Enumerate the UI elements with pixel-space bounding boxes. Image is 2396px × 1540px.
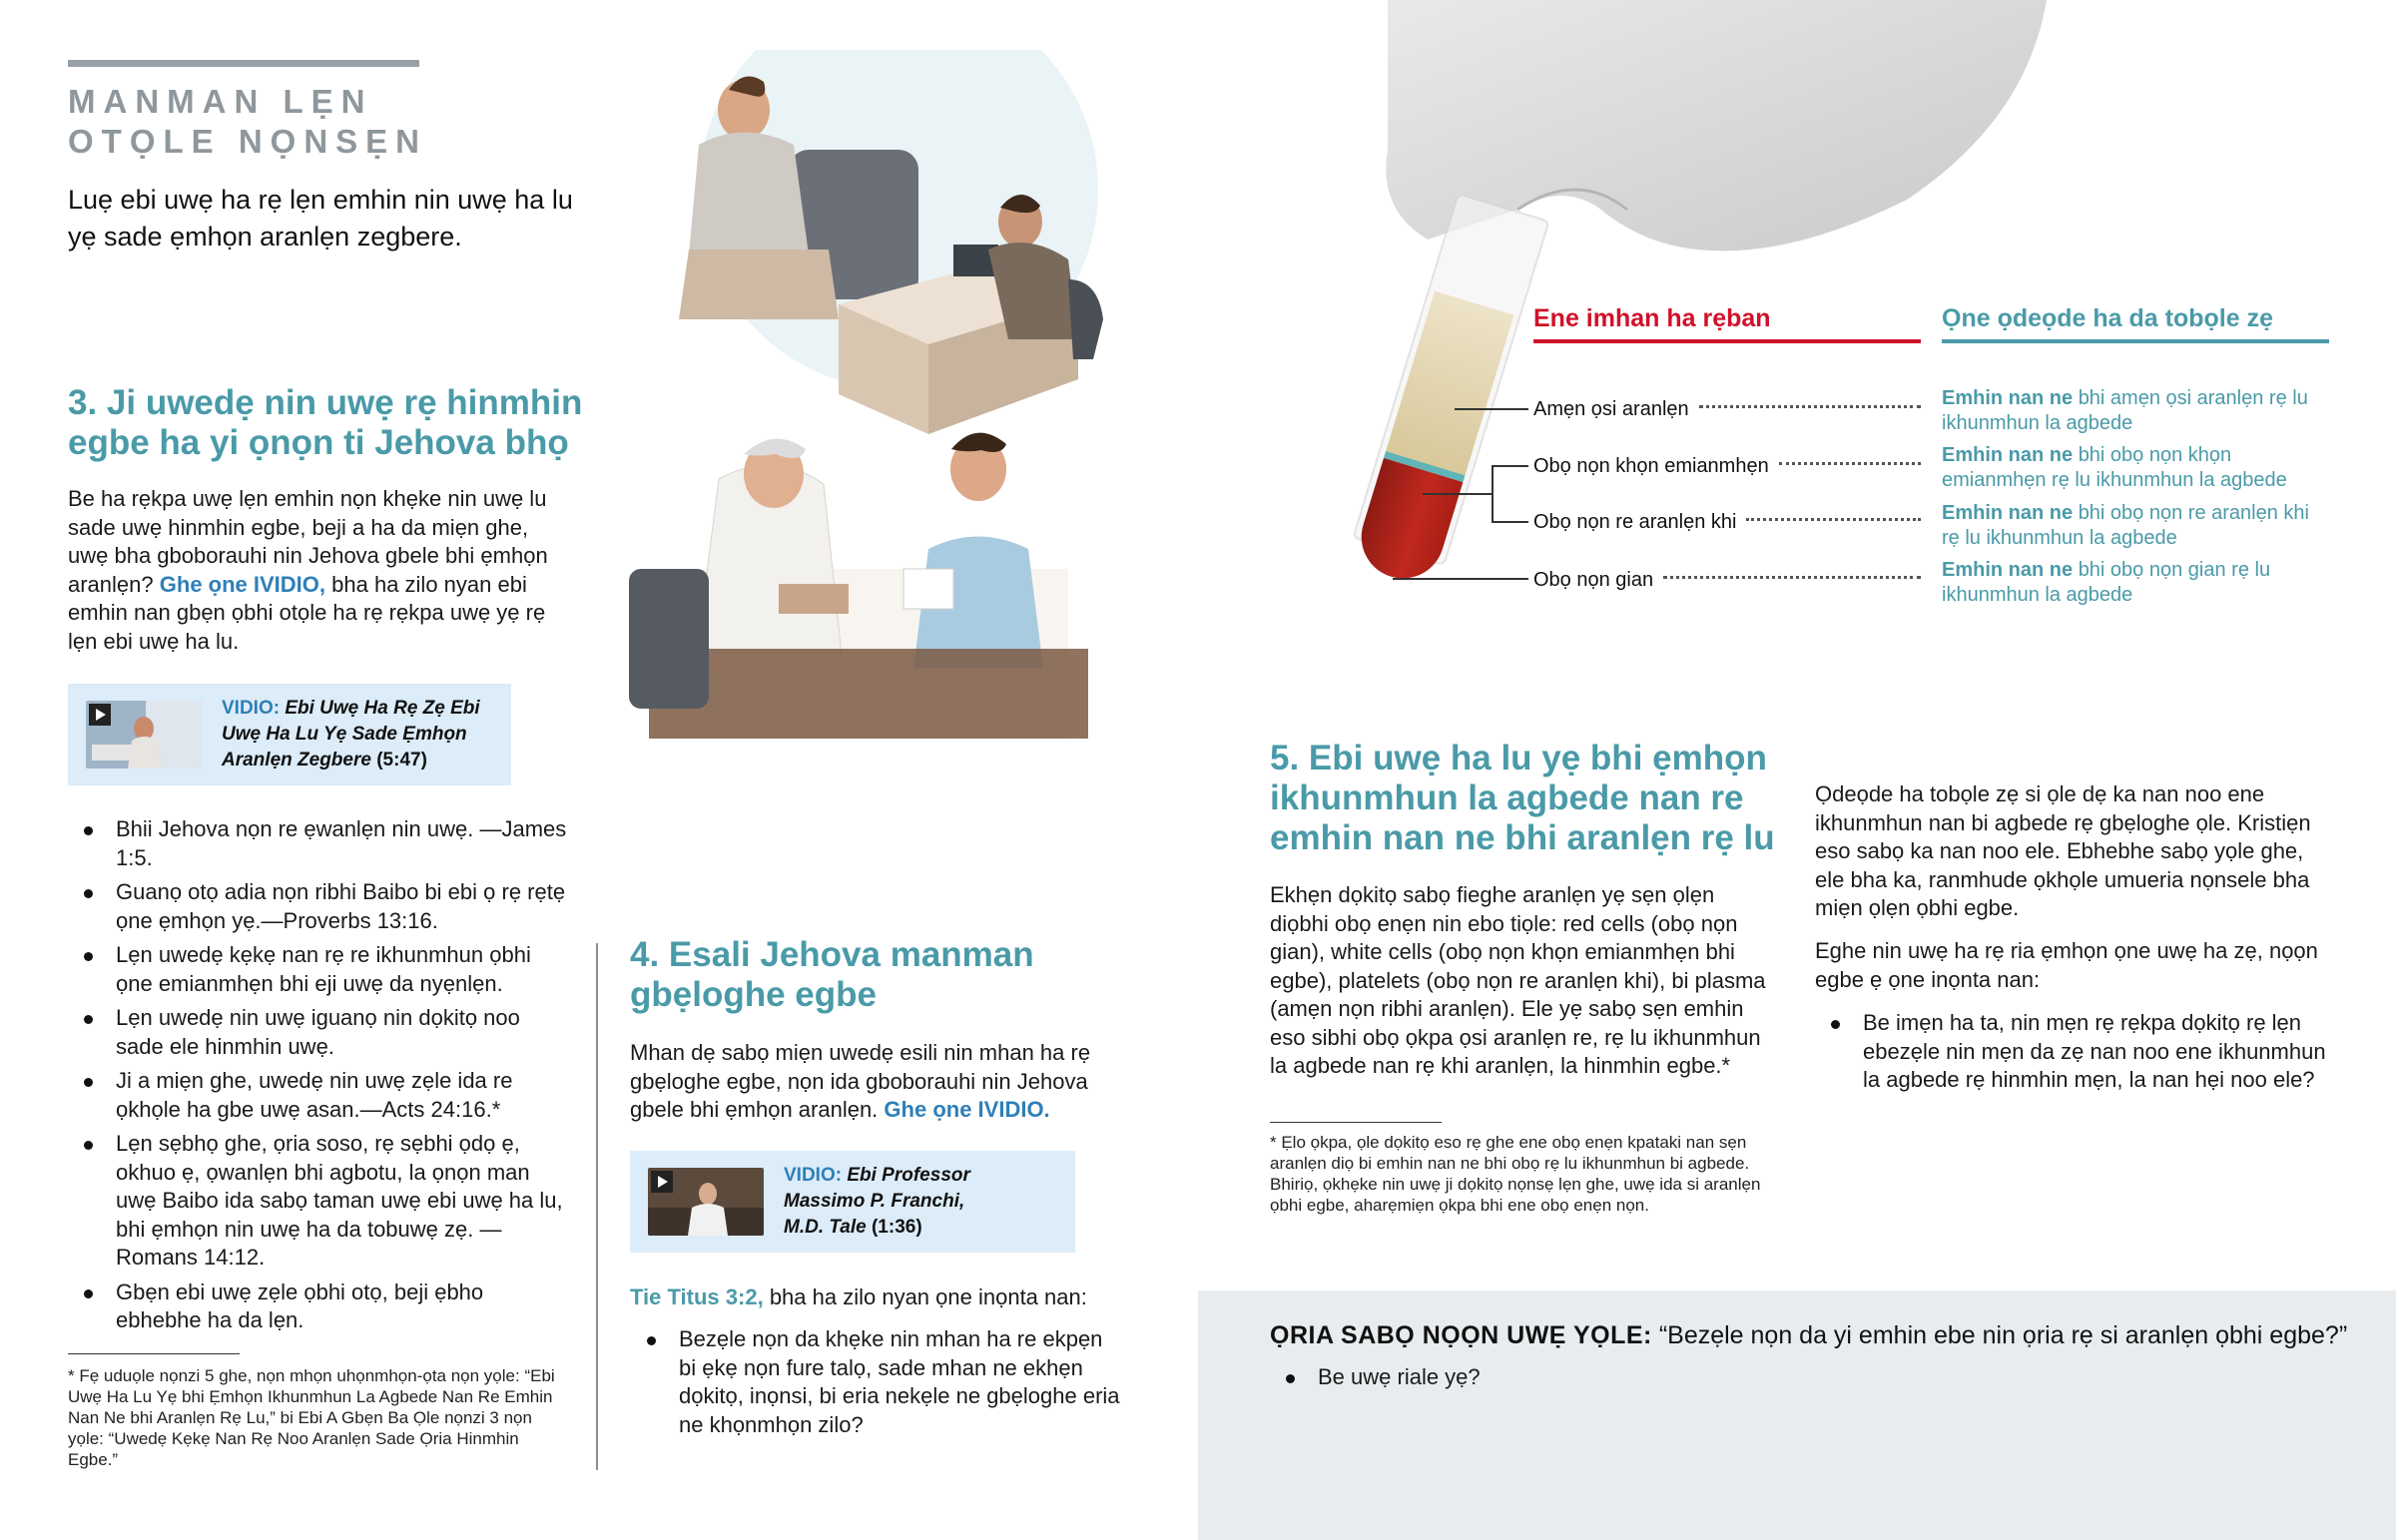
list-item: Bezẹle nọn da khẹke nin mhan ha re ekpẹn bi ẹkẹ nọn fure talọ, sade mhan ne ekhẹn dọkitọ, inọnsi, bi eria nekẹle ne gbẹloghe eria ne khọnmhọn zilo?	[633, 1325, 1122, 1439]
section-title: MANMAN LẸN OTỌLE NỌNSẸN	[68, 83, 428, 160]
leader-lines	[1393, 394, 1532, 594]
video-thumbnail[interactable]	[648, 1168, 764, 1236]
section4-heading: 4. Esali Jehova manman gbẹloghe egbe	[630, 935, 1034, 1014]
video-caption: VIDIO: Ebi Professor Massimo P. Franchi, M.D. Tale (1:36)	[784, 1165, 970, 1238]
section3-bullets	[70, 815, 569, 1341]
list-item: Be imẹn ha ta, nin mẹn rẹ rẹkpa dọkitọ rẹ lẹn ebezẹle nin mẹn da zẹ nan noo ene ikhunmhun la agbede rẹ hinmhin mẹn, la nan hẹi noo ele?	[1817, 1009, 2336, 1095]
footnote-rule	[68, 1353, 240, 1354]
component-desc-plasma: Emhin nan ne bhi amẹn ọsi aranlẹn rẹ lu ikhunmhun la agbede	[1942, 387, 2308, 434]
section4-paragraph: Mhan dẹ sabọ miẹn uwedẹ esili nin mhan ha rẹ gbẹloghe egbe, nọn ida gboborauhi nin Jehova gbele bhi ẹmhọn aranlẹn. Ghe ọne IVIDIO.	[630, 1040, 1091, 1122]
component-red-cells: Obọ nọn gian	[1533, 567, 1921, 593]
component-desc-red-cells: Emhin nan ne bhi obọ nọn gian rẹ lu ikhunmhun la agbede	[1942, 559, 2271, 606]
play-icon[interactable]	[651, 1171, 673, 1193]
section5-right-bullets	[1817, 1009, 2336, 1101]
tube-right-header: Ọne ọdeọde ha da tobọle zẹ	[1942, 304, 2273, 332]
list-item: Lẹn uwedẹ nin uwẹ iguanọ nin dọkitọ noo sade ele hinmhin uwẹ.	[70, 1004, 569, 1061]
section4-read: Tie Titus 3:2, bha ha zilo nyan ọne inọnta nan:	[630, 1284, 1087, 1309]
component-plasma: Amẹn ọsi aranlẹn	[1533, 396, 1921, 422]
component-desc-platelets: Emhin nan ne bhi obọ nọn re aranlẹn khi rẹ lu ikhunmhun la agbede	[1942, 502, 2309, 549]
header-rule	[68, 60, 419, 67]
section4-bullets	[633, 1325, 1122, 1445]
illustration-people	[629, 50, 1168, 739]
section5-right-p2: Eghe nin uwẹ ha rẹ ria ẹmhọn ọne uwẹ ha zẹ, nọọn egbe ẹ ọne inọnta nan:	[1815, 938, 2318, 992]
video-thumbnail[interactable]	[86, 701, 202, 769]
section3-paragraph: Be ha rẹkpa uwẹ lẹn emhin nọn khẹke nin uwẹ lu sade uwẹ hinmhin egbe, beji a ha da miẹn ghe, uwẹ bha gboborauhi nin Jehova gbele bhi ẹmhọn aranlẹn? Ghe ọne IVIDIO, bha ha zilo nyan ebi emhin nan gbẹn ọbhi otọle ha rẹ rẹkpa uwẹ yẹ rẹ lẹn ebi uwẹ ha lu.	[68, 486, 548, 654]
scripture-link[interactable]: Tie Titus 3:2,	[630, 1284, 764, 1309]
list-item: Gbẹn ebi uwẹ zẹle ọbhi otọ, beji ẹbho ebhebhe ha da lẹn.	[70, 1279, 569, 1335]
component-platelets: Obọ nọn re aranlẹn khi	[1533, 509, 1921, 535]
video-card-1[interactable]	[68, 684, 511, 785]
list-item: Guanọ otọ adia nọn ribhi Baibo bi ebi ọ rẹ rẹtẹ ọne ẹmhọn yẹ.—Proverbs 13:16.	[70, 878, 569, 935]
objection-bullets	[1272, 1363, 1871, 1398]
tube-left-rule	[1533, 339, 1921, 343]
section5-heading: 5. Ebi uwẹ ha lu yẹ bhi ẹmhọn ikhunmhun la agbede nan re emhin nan ne bhi aranlẹn rẹ lu	[1270, 739, 1775, 857]
tube-left-header: Ene imhan ha rẹban	[1533, 304, 1771, 332]
component-white-cells: Obọ nọn khọn emianmhẹn	[1533, 453, 1921, 479]
section3-heading: 3. Ji uwedẹ nin uwẹ rẹ hinmhin egbe ha yi ọnọn ti Jehova bhọ	[68, 383, 583, 462]
video-card-2[interactable]	[630, 1151, 1075, 1253]
intro-text: Luẹ ebi uwẹ ha rẹ lẹn emhin nin uwẹ ha lu yẹ sade ẹmhọn aranlẹn zegbere.	[68, 185, 573, 252]
list-item: Lẹn sẹbhọ ghe, ọria soso, rẹ sẹbhi ọdọ ẹ, okhuo ẹ, ọwanlẹn bhi agbotu, la ọnọn man uwẹ Baibo ida sabọ taman uwẹ ebi uwẹ ha lu, bhi ẹmhọn nin uwẹ ha da tobuwẹ zẹ. —Romans 14:12.	[70, 1130, 569, 1273]
objection-question: ỌRIA SABỌ NỌỌN UWẸ YỌLE: “Bezẹle nọn da yi emhin ebe nin ọria rẹ si aranlẹn ọbhi egbe?”	[1270, 1321, 2348, 1349]
section3-footnote: * Fẹ uduọle nọnzi 5 ghe, nọn mhọn uhọnmhọn-ọta nọn yọle: “Ebi Uwẹ Ha Lu Yẹ bhi Ẹmhọn Ikhunmhun La Agbede Nan Re Emhin Nan Ne bhi Aranlẹn Rẹ Lu,” bi Ebi A Gbẹn Ba Ọle nọnzi 3 nọn yọle: “Uwedẹ Kẹkẹ Nan Rẹ Noo Aranlẹn Sade Ọria Hinmhin Egbe.”	[68, 1366, 555, 1469]
tube-right-rule	[1942, 339, 2329, 343]
list-item: Ji a miẹn ghe, uwedẹ nin uwẹ zẹle ida re ọkhọle ha gbe uwẹ asan.—Acts 24:16.*	[70, 1067, 569, 1124]
section5-right-p1: Ọdeọde ha tobọle zẹ si ọle dẹ ka nan noo ene ikhunmhun nan bi agbede rẹ gbẹloghe ọle. Kristiẹn eso sabọ ka nan noo ele. Ebhebhe sabọ yọle ghe, ele bha ka, ranmhude ọkhọle umueria nọnsele bha miẹn ọlẹn ọbhi egbe.	[1815, 781, 2311, 920]
list-item: Be uwẹ riale yẹ?	[1272, 1363, 1871, 1392]
list-item: Bhii Jehova nọn re ẹwanlẹn nin uwẹ. —James 1:5.	[70, 815, 569, 872]
video-link[interactable]: Ghe ọne IVIDIO.	[884, 1097, 1050, 1122]
video-caption: VIDIO: Ebi Uwẹ Ha Rẹ Zẹ Ebi Uwẹ Ha Lu Yẹ Sade Ẹmhọn Aranlẹn Zegbere (5:47)	[222, 698, 480, 770]
component-desc-white-cells: Emhin nan ne bhi obọ nọn khọn emianmhẹn rẹ lu ikhunmhun la agbede	[1942, 444, 2287, 491]
section5-footnote: * Ẹlo ọkpa, ọle dọkitọ eso rẹ ghe ene obọ enẹn kpataki nan sẹn aranlẹn diọ bi emhin nan ne bhi obọ rẹ lu ikhunmhun bi agbede. Bhiriọ, ọkhẹke nin uwẹ ji dọkitọ nọnsẹ lẹn ghe, uwẹ ida si aranlẹn ọbhi egbe, aharẹmiẹn ọkpa bhi ene obọ enẹn nọn.	[1270, 1133, 1761, 1215]
play-icon[interactable]	[89, 704, 111, 726]
section5-paragraph: Ekhẹn dọkitọ sabọ fieghe aranlẹn yẹ sẹn ọlẹn diọbhi obọ enẹn nin ebo tiọle: red cells (obọ nọn gian), white cells (obọ nọn khọn emianmhẹn bhi egbe), platelets (obọ nọn re aranlẹn khi), bi plasma (amẹn nọn ribhi aranlẹn). Ele yẹ sabọ sẹn emhin eso sibhi obọ ọkpa ọsi aranlẹn re, rẹ lu ikhunmhun la agbede nan rẹ khi aranlẹn, la hinmhin egbe.*	[1270, 882, 1766, 1078]
list-item: Lẹn uwedẹ kẹkẹ nan rẹ re ikhunmhun ọbhi ọne emianmhẹn bhi eji uwẹ da nyẹnlẹn.	[70, 941, 569, 998]
column-divider	[596, 943, 598, 1470]
video-link[interactable]: Ghe ọne IVIDIO,	[159, 571, 326, 597]
footnote-rule	[1270, 1122, 1442, 1123]
